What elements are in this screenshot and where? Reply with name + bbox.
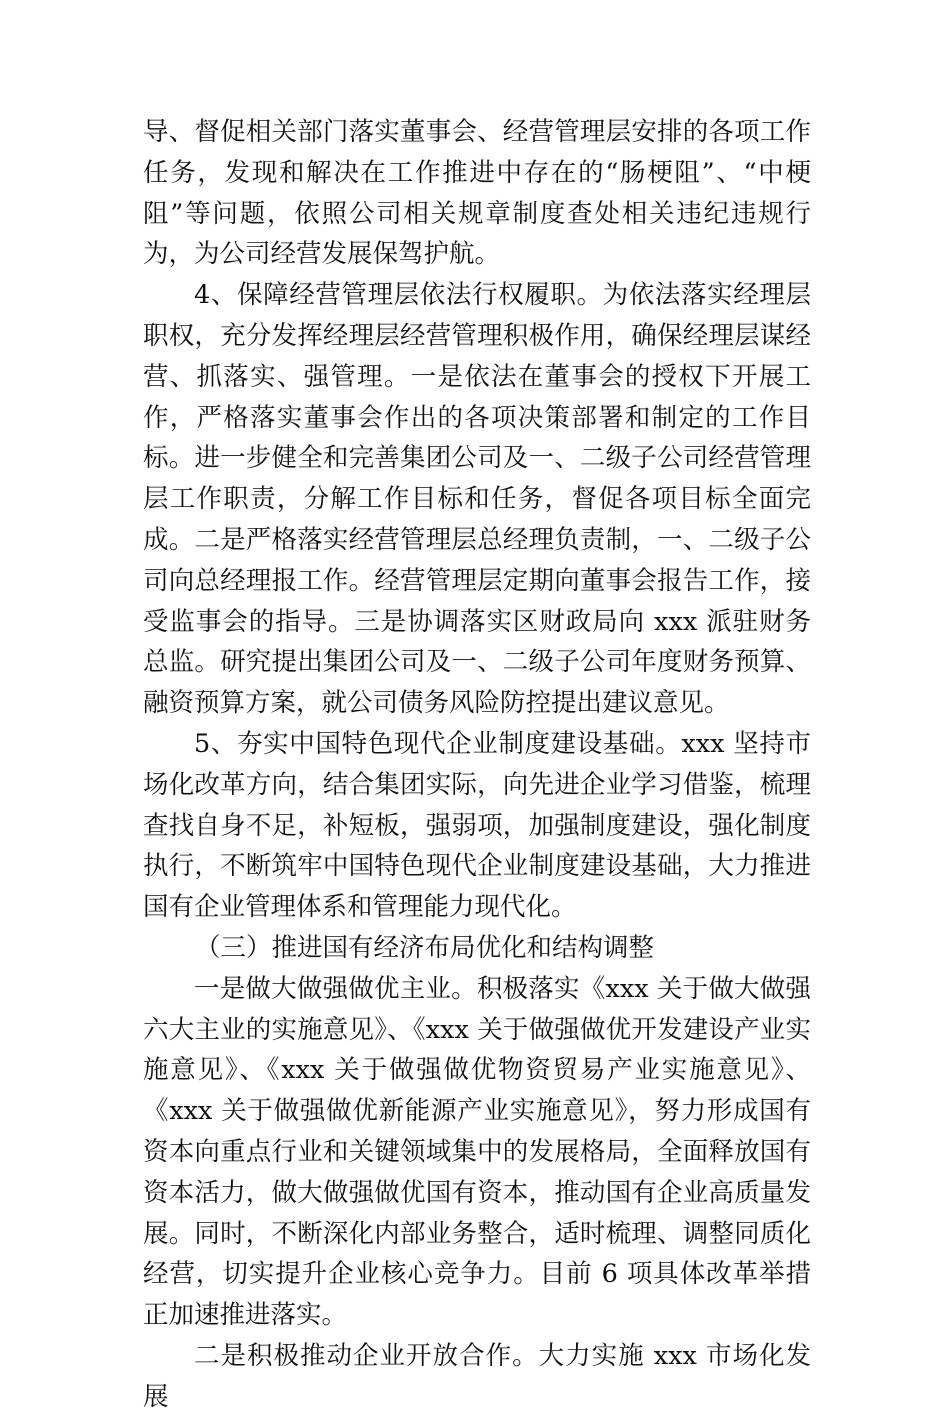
paragraph-continuation: 导、督促相关部门落实董事会、经营管理层安排的各项工作任务，发现和解决在工作推进中存在的“肠梗阻”、“中梗阻”等问题，依照公司相关规章制度查处相关违纪违规行为，为公司经营发展保驾护航。 xyxy=(143,117,811,270)
paragraph-item-4: 4、保障经营管理层依法行权履职。为依法落实经理层职权，充分发挥经理层经营管理积极作用，确保经理层谋经营、抓落实、强管理。一是依法在董事会的授权下开展工作，严格落实董事会作出的各项决策部署和制定的工作目标。进一步健全和完善集团公司及一、二级子公司经营管理层工作职责，分解工作目标和任务，督促各项目标全面完成。二是严格落实经营管理层总经理负责制，一、二级子公司向总经理报工作。经营管理层定期向董事会报告工作，接受监事会的指导。三是协调落实区财政局向 xxx 派驻财务总监。研究提出集团公司及一、二级子公司年度财务预算、融资预算方案，就公司债务风险防控提出建议意见。 xyxy=(143,280,811,719)
paragraph-first-point: 一是做大做强做优主业。积极落实《xxx 关于做大做强六大主业的实施意见》、《xxx 关于做强做优开发建设产业实施意见》、《xxx 关于做强做优物资贸易产业实施意见》、《xxx 关于做强做优新能源产业实施意见》，努力形成国有资本向重点行业和关键领域集中的发展格局，全面释放国有资本活力，做大做强做优国有资本，推动国有企业高质量发展。同时，不断深化内部业务整合，适时梳理、调整同质化经营，切实提升企业核心竞争力。目前 6 项具体改革举措正加速推进落实。 xyxy=(143,973,811,1331)
section-heading: （三）推进国有经济布局优化和结构调整 xyxy=(195,932,655,963)
document-body xyxy=(143,112,811,1418)
paragraph-second-point: 二是积极推动企业开放合作。大力实施 xxx 市场化发展 xyxy=(143,1340,811,1412)
paragraph-item-5: 5、夯实中国特色现代企业制度建设基础。xxx 坚持市场化改革方向，结合集团实际，向先进企业学习借鉴，梳理查找自身不足，补短板，强弱项，加强制度建设，强化制度执行，不断筑牢中国特色现代企业制度建设基础，大力推进国有企业管理体系和管理能力现代化。 xyxy=(143,728,811,923)
